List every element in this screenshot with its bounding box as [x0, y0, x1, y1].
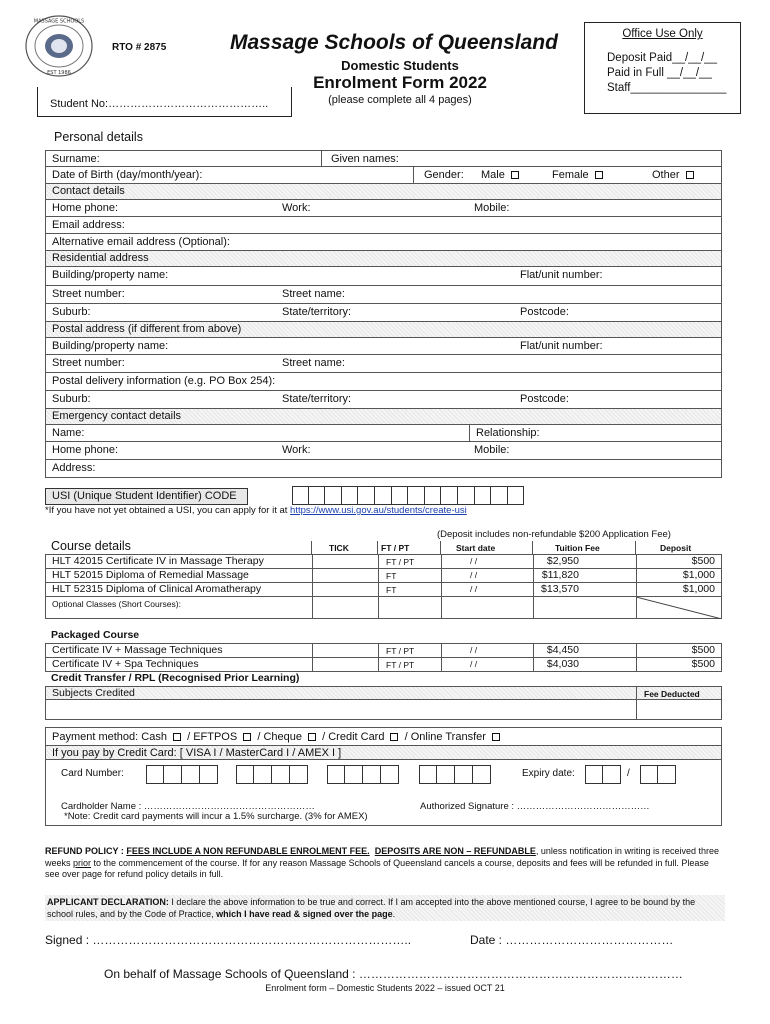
course-mode: FT — [386, 571, 397, 581]
refund-policy-prior: prior — [73, 857, 92, 868]
course-start-date[interactable]: / / — [470, 556, 478, 566]
course-tick-box[interactable] — [313, 569, 378, 582]
course-deposit: $500 — [691, 658, 715, 670]
course-mode: FT / PT — [386, 557, 415, 567]
surname-row — [45, 150, 722, 167]
usi-note-text: *If you have not yet obtained a USI, you can apply for it at — [45, 505, 288, 516]
postal-state-field[interactable]: State/territory: — [282, 393, 352, 405]
on-behalf-field[interactable]: On behalf of Massage Schools of Queensland : ……………………………………………………………………… — [104, 967, 683, 981]
tuition-fee-header: Tuition Fee — [555, 543, 600, 553]
credit-card-checkbox[interactable] — [390, 733, 398, 741]
course-tick-box[interactable] — [313, 583, 378, 596]
expiry-month-input[interactable] — [585, 765, 621, 784]
eftpos-label: / EFTPOS — [187, 731, 238, 743]
course-table — [45, 541, 722, 720]
online-transfer-label: / Online Transfer — [404, 731, 486, 743]
subjects-credited-label: Subjects Credited — [52, 687, 135, 699]
other-label: Other — [652, 169, 680, 181]
credit-card-type-line: If you pay by Credit Card: [ VISA I / MasterCard I / AMEX I ] — [46, 745, 721, 760]
declaration-text: I declare the above information to be true and correct. If I am accepted into the above mentioned course, I agree to be bound by the school rules, and by the Code of Practice, — [47, 897, 696, 919]
alt-email-row — [45, 234, 722, 251]
optional-classes-label: Optional Classes (Short Courses): — [52, 599, 181, 609]
credit-card-label: / Credit Card — [322, 731, 385, 743]
res-suburb-row — [45, 304, 722, 322]
card-number-group-1[interactable] — [146, 765, 218, 784]
usi-link[interactable]: https://www.usi.gov.au/students/create-usi — [290, 505, 467, 516]
cardholder-name-field[interactable]: Cardholder Name : ……………………………………………… — [61, 801, 315, 812]
emergency-address-field[interactable]: Address: — [52, 462, 96, 474]
ftpt-header: FT / PT — [381, 543, 410, 553]
postal-postcode-field[interactable]: Postcode: — [520, 393, 569, 405]
date-field[interactable]: Date : …………………………………… — [470, 933, 674, 947]
school-title: Massage Schools of Queensland — [230, 31, 558, 54]
emergency-home-phone-field[interactable]: Home phone: — [52, 444, 119, 456]
course-name: HLT 52015 Diploma of Remedial Massage — [52, 569, 249, 581]
course-start-date[interactable]: / / — [470, 659, 478, 669]
personal-details-form — [45, 150, 722, 478]
res-building-field[interactable]: Building/property name: — [52, 269, 169, 281]
course-name: HLT 42015 Certificate IV in Massage Therapy — [52, 555, 264, 567]
expiry-year-input[interactable] — [640, 765, 676, 784]
card-number-group-4[interactable] — [419, 765, 491, 784]
authorized-signature-field[interactable]: Authorized Signature : …………………………………… — [420, 801, 650, 812]
res-flat-field[interactable]: Flat/unit number: — [520, 269, 603, 281]
course-start-date[interactable]: / / — [470, 570, 478, 580]
subtitle: Domestic Students — [341, 58, 459, 73]
course-header-row — [45, 541, 722, 555]
online-transfer-checkbox[interactable] — [492, 733, 500, 741]
cash-label: Payment method: Cash — [52, 731, 167, 743]
deposit-note: (Deposit includes non-refundable $200 Application Fee) — [437, 529, 671, 540]
refund-policy-emphasis-2: DEPOSITS ARE NON – REFUNDABLE — [374, 846, 536, 856]
given-names-field[interactable]: Given names: — [331, 153, 399, 165]
packaged-heading-row — [45, 629, 722, 643]
postal-street-name-field[interactable]: Street name: — [282, 357, 345, 369]
postal-street-row — [45, 355, 722, 373]
email-field[interactable]: Email address: — [52, 219, 125, 231]
male-label: Male — [481, 169, 505, 181]
emergency-work-phone-field[interactable]: Work: — [282, 444, 311, 456]
expiry-slash: / — [627, 768, 630, 779]
res-street-row — [45, 286, 722, 304]
res-suburb-field[interactable]: Suburb: — [52, 306, 91, 318]
res-postcode-field[interactable]: Postcode: — [520, 306, 569, 318]
postal-suburb-field[interactable]: Suburb: — [52, 393, 91, 405]
optional-deposit-strike — [636, 597, 722, 619]
course-tick-box[interactable] — [313, 644, 378, 657]
card-number-label: Card Number: — [61, 768, 124, 779]
residential-heading — [45, 251, 722, 267]
refund-policy-text-2: to the commencement of the course. If for any reason Massage Schools of Queensland cancels a course, deposits and fees will be refunded in full. Please see over page for refund policy details in full. — [45, 857, 709, 879]
table-row — [45, 555, 722, 569]
course-name: Certificate IV + Massage Techniques — [52, 644, 223, 656]
declaration-end: . — [392, 909, 396, 919]
student-number-field[interactable]: Student No:…………………………………….. — [37, 87, 292, 117]
course-tick-box[interactable] — [313, 555, 378, 568]
postal-heading — [45, 322, 722, 338]
course-fee: $2,950 — [546, 555, 579, 567]
card-number-group-2[interactable] — [236, 765, 308, 784]
declaration-bold-end: which I have read & signed over the page — [216, 909, 393, 919]
res-building-row — [45, 267, 722, 286]
res-street-number-field[interactable]: Street number: — [52, 288, 125, 300]
emergency-contact-title: Emergency contact details — [52, 410, 182, 422]
gender-female-option[interactable] — [546, 167, 603, 183]
gender-male-option[interactable] — [475, 167, 519, 183]
dob-row — [45, 167, 722, 184]
paid-in-full-field[interactable]: Paid in Full __/__/__ — [607, 67, 712, 79]
deposit-paid-field[interactable]: Deposit Paid__/__/__ — [607, 52, 717, 64]
res-state-field[interactable]: State/territory: — [282, 306, 352, 318]
female-checkbox[interactable] — [595, 171, 603, 179]
course-deposit: $500 — [691, 555, 715, 567]
svg-text:EST 1986: EST 1986 — [47, 70, 71, 76]
usi-label: USI (Unique Student Identifier) CODE — [45, 488, 248, 505]
table-row — [45, 658, 722, 672]
contact-details-title: Contact details — [52, 185, 125, 197]
postal-suburb-row — [45, 391, 722, 409]
course-name: HLT 52315 Diploma of Clinical Aromatherapy — [52, 583, 262, 595]
personal-details-title: Personal details — [54, 130, 143, 144]
postal-delivery-field[interactable]: Postal delivery information (e.g. PO Box 254): — [52, 375, 276, 387]
declaration-lead: APPLICANT DECLARATION: — [47, 897, 169, 907]
alt-email-field[interactable]: Alternative email address (Optional): — [52, 236, 230, 248]
gender-other-option[interactable] — [646, 167, 694, 183]
course-deposit: $1,000 — [682, 583, 715, 595]
svg-text:MASSAGE SCHOOLS: MASSAGE SCHOOLS — [33, 18, 85, 25]
usi-code-input[interactable] — [292, 486, 524, 505]
cash-checkbox[interactable] — [173, 733, 181, 741]
start-date-header: Start date — [456, 543, 496, 553]
course-tick-box[interactable] — [313, 658, 378, 671]
course-name: Certificate IV + Spa Techniques — [52, 658, 199, 670]
other-checkbox[interactable] — [686, 171, 694, 179]
res-street-name-field[interactable]: Street name: — [282, 288, 345, 300]
work-phone-field[interactable]: Work: — [282, 202, 311, 214]
postal-building-field[interactable]: Building/property name: — [52, 340, 169, 352]
course-mode: FT — [386, 585, 397, 595]
table-row — [45, 644, 722, 658]
course-fee: $4,450 — [546, 644, 579, 656]
mobile-field[interactable]: Mobile: — [474, 202, 510, 214]
course-deposit: $500 — [691, 644, 715, 656]
course-details-title: Course details — [51, 539, 131, 553]
postal-address-title: Postal address (if different from above) — [52, 323, 242, 335]
cheque-label: / Cheque — [257, 731, 302, 743]
emergency-name-row — [45, 425, 722, 442]
course-rows — [45, 555, 722, 597]
surcharge-note: *Note: Credit card payments will incur a 1.5% surcharge. (3% for AMEX) — [64, 811, 368, 822]
course-deposit: $1,000 — [682, 569, 715, 581]
table-row — [45, 569, 722, 583]
postal-delivery-row — [45, 373, 722, 391]
staff-field[interactable]: Staff_______________ — [607, 82, 727, 94]
usi-note — [45, 505, 467, 516]
subjects-header-row — [45, 686, 722, 700]
course-fee: $13,570 — [541, 583, 579, 595]
email-row — [45, 217, 722, 234]
table-row — [45, 583, 722, 597]
emergency-heading — [45, 409, 722, 425]
gender-label: Gender: — [424, 169, 464, 181]
dob-field[interactable]: Date of Birth (day/month/year): — [52, 169, 203, 181]
card-number-group-3[interactable] — [327, 765, 399, 784]
subjects-credited-input[interactable] — [45, 700, 722, 720]
residential-address-title: Residential address — [52, 252, 149, 264]
cheque-checkbox[interactable] — [308, 733, 316, 741]
office-use-box — [584, 22, 741, 114]
credit-transfer-title: Credit Transfer / RPL (Recognised Prior Learning) — [51, 672, 300, 684]
course-fee: $11,820 — [541, 569, 579, 581]
footer: Enrolment form – Domestic Students 2022 – issued OCT 21 — [265, 983, 505, 993]
refund-policy-emphasis-1: FEES INCLUDE A NON REFUNDABLE ENROLMENT FEE. — [126, 846, 370, 856]
home-phone-field[interactable]: Home phone: — [52, 202, 119, 214]
emergency-phone-row — [45, 442, 722, 460]
emergency-mobile-field[interactable]: Mobile: — [474, 444, 510, 456]
course-mode: FT / PT — [386, 646, 415, 656]
course-mode: FT / PT — [386, 660, 415, 670]
applicant-declaration — [45, 895, 725, 921]
refund-policy-text-1: , unless notification in writing is received three weeks — [45, 846, 719, 868]
postal-building-row — [45, 338, 722, 355]
school-seal-logo — [24, 14, 94, 78]
emergency-name-field[interactable]: Name: — [52, 427, 85, 439]
surname-field[interactable]: Surname: — [52, 153, 100, 165]
office-title: Office Use Only — [622, 28, 703, 40]
emergency-address-row — [45, 460, 722, 478]
male-checkbox[interactable] — [511, 171, 519, 179]
payment-box — [45, 727, 722, 826]
instruction: (please complete all 4 pages) — [328, 94, 472, 106]
packaged-rows — [45, 643, 722, 672]
postal-flat-field[interactable]: Flat/unit number: — [520, 340, 603, 352]
eftpos-checkbox[interactable] — [243, 733, 251, 741]
refund-policy — [45, 846, 725, 881]
rto-number: RTO # 2875 — [112, 42, 167, 53]
home-phone-row — [45, 200, 722, 217]
packaged-course-title: Packaged Course — [51, 629, 140, 641]
fee-deducted-header: Fee Deducted — [644, 689, 700, 699]
emergency-relationship-field[interactable]: Relationship: — [476, 427, 540, 439]
payment-method-row — [52, 731, 500, 743]
course-start-date[interactable]: / / — [470, 645, 478, 655]
form-title: Enrolment Form 2022 — [313, 73, 487, 92]
expiry-date-label: Expiry date: — [522, 768, 575, 779]
refund-policy-lead: REFUND POLICY : — [45, 846, 127, 856]
contact-heading — [45, 184, 722, 200]
course-fee: $4,030 — [546, 658, 579, 670]
postal-street-number-field[interactable]: Street number: — [52, 357, 125, 369]
deposit-header: Deposit — [660, 543, 692, 553]
credit-heading-row — [45, 672, 722, 686]
course-start-date[interactable]: / / — [470, 584, 478, 594]
optional-classes-row — [45, 597, 722, 619]
tick-header: TICK — [329, 543, 349, 553]
signed-field[interactable]: Signed : …………………………………………………………………….. — [45, 933, 412, 947]
female-label: Female — [552, 169, 589, 181]
